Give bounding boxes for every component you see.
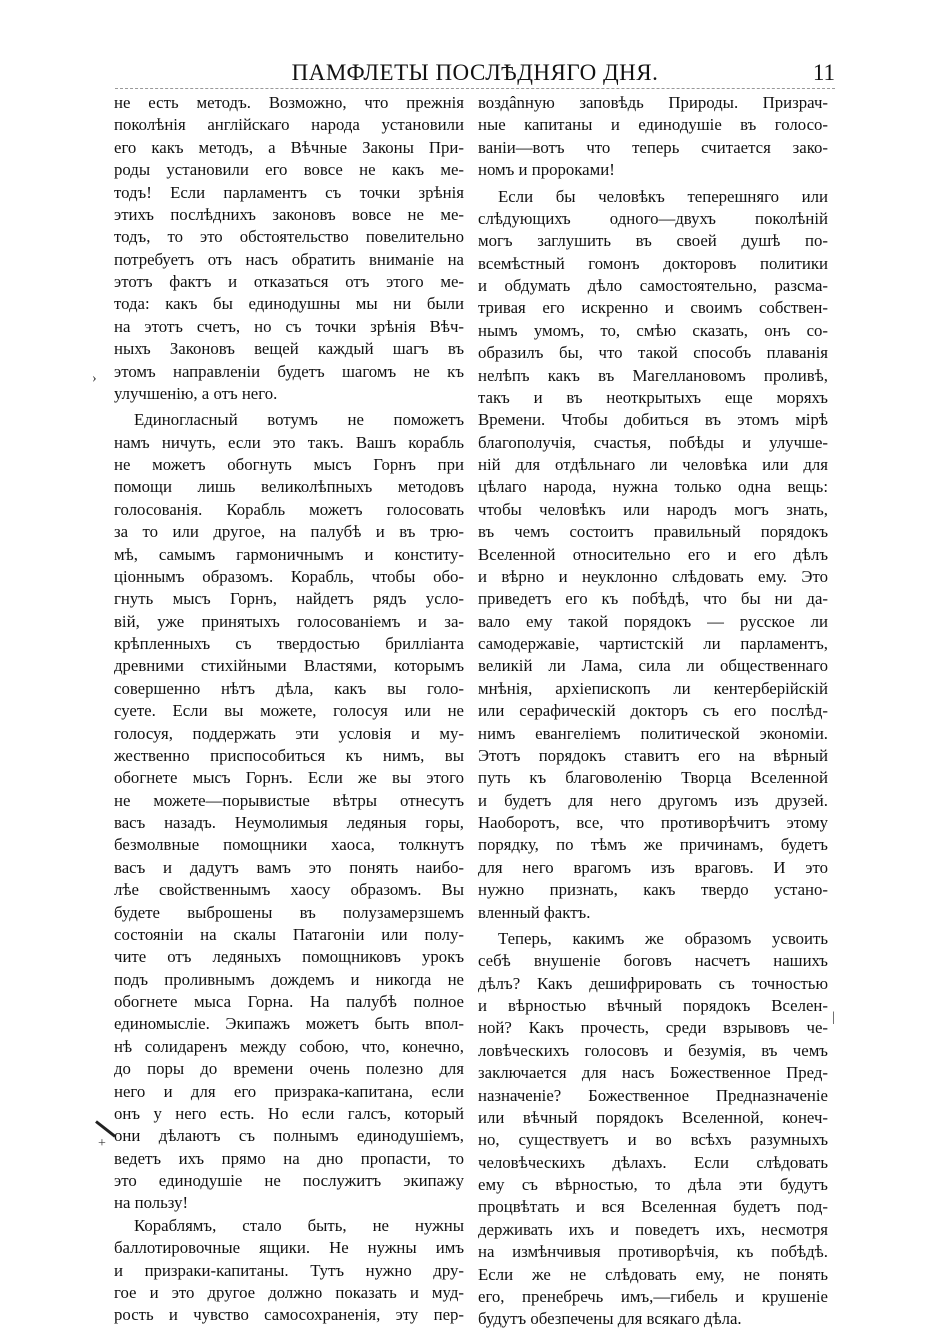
header-rule xyxy=(115,88,835,89)
text-line: Времени. Чтобы добиться въ этомъ мірѣ xyxy=(478,410,828,430)
text-line: гое и это другое должно показать и муд- xyxy=(114,1282,464,1302)
page-number: 11 xyxy=(812,60,835,85)
text-line: тода: какъ бы единодушны мы ни были xyxy=(114,294,464,314)
text-line: этихъ послѣднихъ законовъ вовсе не ме- xyxy=(114,204,464,224)
text-line: это единодушіе не послужитъ экипажу xyxy=(114,1171,464,1190)
text-line: жественно приспособиться къ нимъ, вы xyxy=(114,745,464,765)
text-line: будутъ обезпечены для всякаго дѣла. xyxy=(478,1309,742,1329)
text-line: номъ и пророками! xyxy=(478,160,615,180)
running-title: ПАМФЛЕТЫ ПОСЛѢДНЯГО ДНЯ. xyxy=(291,60,659,85)
text-line: Если же не слѣдовать ему, не понять xyxy=(478,1264,828,1284)
text-line: процвѣтать и вся Вселенная будетъ под- xyxy=(478,1197,828,1217)
margin-pen-stroke xyxy=(95,1120,116,1137)
text-line: благополучія, счастья, побѣды и улучше- xyxy=(478,432,828,452)
text-line: въ чемъ состоитъ правильный порядокъ xyxy=(478,522,828,542)
text-line: Теперь, какимъ же образомъ усвоить xyxy=(498,928,828,948)
text-column-left xyxy=(114,92,464,1327)
text-line: чтобы человѣкъ или народъ могъ знать, xyxy=(478,499,828,519)
text-line: улучшенію, а отъ него. xyxy=(114,383,278,403)
text-line: васъ и дадутъ вамъ это понять наибо- xyxy=(114,857,464,877)
text-line: нелѣпъ какъ въ Магеллановомъ проливѣ, xyxy=(478,365,828,385)
text-line: и призраки-капитаны. Тутъ нужно дру- xyxy=(114,1260,464,1280)
text-line: приведетъ его къ побѣдѣ, что бы ни да- xyxy=(478,589,828,609)
text-line: ной? Какъ прочесть, среди взрывовъ че- xyxy=(478,1018,828,1038)
margin-pencil-mark: › xyxy=(92,371,97,386)
text-line: до поры до времени очень полезно для xyxy=(114,1059,464,1079)
text-line: его какъ методъ, а Вѣчные Законы При- xyxy=(114,137,464,157)
text-column-right xyxy=(478,92,828,1331)
text-line: за то или другое, на палубѣ и въ трю- xyxy=(114,522,464,542)
text-line: мѣ, самымъ гармоничнымъ и конститу- xyxy=(114,544,464,564)
text-line: самодержавіе, чартистскій ли парламентъ, xyxy=(478,634,828,653)
text-line: всемѣстный гомонъ докторовъ политики xyxy=(478,253,828,273)
text-line: безмолвные помощники хаоса, толкнутъ xyxy=(114,835,464,855)
text-line: ловѣческихъ голосовъ и безумія, въ чемъ xyxy=(478,1040,828,1060)
text-line: него и для его призрака-капитана, если xyxy=(114,1081,464,1101)
text-line: чите отъ ледяныхъ помощниковъ урокъ xyxy=(114,947,464,967)
text-line: совершенно нѣтъ дѣла, какъ вы голо- xyxy=(114,678,464,698)
text-line: и вѣрностью вѣчный порядокъ Вселен- xyxy=(478,996,828,1015)
text-line: великій ли Лама, сила ли общественнаго xyxy=(478,656,828,676)
text-line: цѣлаго народа, нужна только одна вещь: xyxy=(478,477,828,497)
text-line: на этотъ счетъ, но съ точки зрѣнія Вѣч- xyxy=(114,316,464,336)
text-line: ные капитаны и единодушіе въ голосо- xyxy=(478,115,828,135)
text-line: крѣпленныхъ съ твердостью брилліанта xyxy=(114,634,464,653)
margin-pencil-mark: | xyxy=(832,1010,835,1025)
text-line: единомысліе. Экипажъ можетъ быть впол- xyxy=(114,1014,464,1034)
text-line: назначеніе? Божественное Предназначеніе xyxy=(478,1085,828,1105)
text-line: обогнете мысъ Горнъ. Если же вы этого xyxy=(114,768,464,788)
text-line: и будетъ для него другомъ изъ друзей. xyxy=(478,790,828,810)
running-head xyxy=(115,58,835,94)
text-line: или серафическій докторъ съ его послѣд- xyxy=(478,701,828,721)
text-line: тодъ! Если парламентъ съ точки зрѣнія xyxy=(114,182,464,202)
text-line: этотъ фактъ и отказаться отъ этого ме- xyxy=(114,272,464,291)
text-line: обогнете мыса Горна. На палубѣ полное xyxy=(114,992,464,1011)
text-line: суете. Если вы можете, голосуя или не xyxy=(114,701,464,721)
text-line: этомъ направленіи будетъ шагомъ не къ xyxy=(114,361,464,381)
text-line: дѣлъ? Какъ дешифрировать съ точностью xyxy=(478,973,828,993)
text-line: на пользу! xyxy=(114,1193,189,1213)
text-line: такъ и въ неоткрытыхъ еще моряхъ xyxy=(478,387,828,407)
text-line: ній для отдѣльнаго ли человѣка или для xyxy=(478,455,828,474)
text-line: баллотировочные ящики. Не нужны имъ xyxy=(114,1238,464,1258)
text-line: человѣческихъ дѣлахъ. Если слѣдовать xyxy=(478,1152,828,1172)
text-line: вій, уже принятыхъ голосованіемъ и за- xyxy=(114,611,464,631)
text-line: на измѣнчивыя противорѣчія, къ побѣдѣ. xyxy=(478,1242,828,1262)
text-line: будете выброшены въ полузамерзшемъ xyxy=(114,902,464,922)
text-line: Если бы человѣкъ теперешняго или xyxy=(498,186,828,206)
text-line: Наоборотъ, все, что противорѣчитъ этому xyxy=(478,813,828,832)
text-line: состояніи на скалы Патагоніи или полу- xyxy=(114,924,464,944)
text-line: подъ проливнымъ дождемъ и никогда не xyxy=(114,969,464,989)
text-line: намъ ничуть, если это такъ. Вашъ корабль xyxy=(114,432,464,452)
text-line: порядку, по тѣмъ же причинамъ, будетъ xyxy=(478,835,828,855)
text-line: ныхъ Законовъ вещей каждый шагъ въ xyxy=(114,339,464,359)
text-line: воздânную заповѣдь Природы. Призрач- xyxy=(478,93,828,112)
text-line: поколѣнія англійскаго народа установили xyxy=(114,115,464,135)
text-line: вало ему такой порядокъ — русское ли xyxy=(478,611,828,631)
text-line: вленный фактъ. xyxy=(478,902,591,922)
text-line: гнуть мысъ Горнъ, найдетъ рядъ усло- xyxy=(114,589,464,609)
margin-pencil-mark: + xyxy=(98,1136,106,1151)
text-line: ваніи—вотъ что теперь считается зако- xyxy=(478,137,828,157)
text-line: васъ назадъ. Неумолимыя ледяныя горы, xyxy=(114,813,464,832)
text-line: заключается для насъ Божественное Пред- xyxy=(478,1063,828,1083)
text-line: роды установили его вовсе не какъ ме- xyxy=(114,160,464,180)
text-line: путь къ благоволенію Творца Вселенной xyxy=(478,768,828,788)
text-line: Этотъ порядокъ ставитъ его на вѣрный xyxy=(478,745,828,765)
text-line: мнѣнія, архіепископъ ли кентерберійскій xyxy=(478,678,828,698)
text-line: голосованія. Корабль можетъ голосовать xyxy=(114,499,464,519)
text-line: нѣ солидаренъ между собою, что, конечно, xyxy=(114,1036,464,1056)
text-line: и обдумать дѣло самостоятельно, разсма- xyxy=(478,276,828,295)
text-line: древними стихійными Властями, которымъ xyxy=(114,656,464,676)
text-line: потребуетъ отъ насъ обратить вниманіе на xyxy=(114,249,464,269)
text-line: или вѣчный порядокъ Вселенной, конеч- xyxy=(478,1107,828,1127)
text-line: Вселенной относительно его и его дѣлъ xyxy=(478,544,828,564)
text-line: онъ у него есть. Но если галсъ, который xyxy=(114,1103,464,1123)
text-line: для него врагомъ изъ враговъ. И это xyxy=(478,857,828,877)
text-line: но, существуетъ и во всѣхъ разумныхъ xyxy=(478,1130,828,1150)
text-line: держивать ихъ и поведетъ ихъ, несмотря xyxy=(478,1219,828,1239)
text-line: тодъ, то это обстоятельство повелительно xyxy=(114,227,464,247)
text-line: не можете—порывистые вѣтры отнесутъ xyxy=(114,790,464,810)
text-line: нымъ умомъ, то, смѣю сказать, онъ со- xyxy=(478,320,828,340)
text-line: рость и чувство самосохраненія, эту пер- xyxy=(114,1305,464,1325)
text-line: и вѣрно и неуклонно слѣдовать ему. Это xyxy=(478,566,828,586)
text-line: не можетъ обогнуть мысъ Горнъ при xyxy=(114,455,464,474)
text-line: могъ заглушить въ своей душѣ по- xyxy=(478,231,828,251)
text-line: ему съ вѣрностью, то дѣла эти будутъ xyxy=(478,1175,828,1194)
text-line: нимъ евангеліемъ политической экономіи. xyxy=(478,723,828,743)
text-line: ціоннымъ образомъ. Корабль, чтобы обо- xyxy=(114,566,464,586)
text-line: нужно признать, какъ твердо устано- xyxy=(478,880,828,900)
text-line: Единогласный вотумъ не поможетъ xyxy=(134,410,464,430)
text-line: голосуя, поддержать эти условія и му- xyxy=(114,723,464,743)
text-line: себѣ внушеніе боговъ насчетъ нашихъ xyxy=(478,951,828,971)
text-line: образилъ бы, что такой способъ плаванія xyxy=(478,343,828,363)
text-line: ведетъ ихъ прямо на дно пропасти, то xyxy=(114,1148,464,1168)
text-line: они дѣлаютъ съ полнымъ единодушіемъ, xyxy=(114,1126,464,1146)
text-line: лѣе свойственнымъ хаосу образомъ. Вы xyxy=(114,880,464,900)
text-line: не есть методъ. Возможно, что прежнія xyxy=(114,93,464,112)
text-line: помощи лишь великолѣпныхъ методовъ xyxy=(114,477,464,497)
text-line: слѣдующихъ одного—двухъ поколѣній xyxy=(478,208,828,228)
text-line: тривая его искренно и своимъ собствен- xyxy=(478,298,828,318)
text-line: его, пренебречь имъ,—гибель и крушеніе xyxy=(478,1286,828,1306)
text-line: Кораблямъ, стало быть, не нужны xyxy=(134,1215,464,1235)
